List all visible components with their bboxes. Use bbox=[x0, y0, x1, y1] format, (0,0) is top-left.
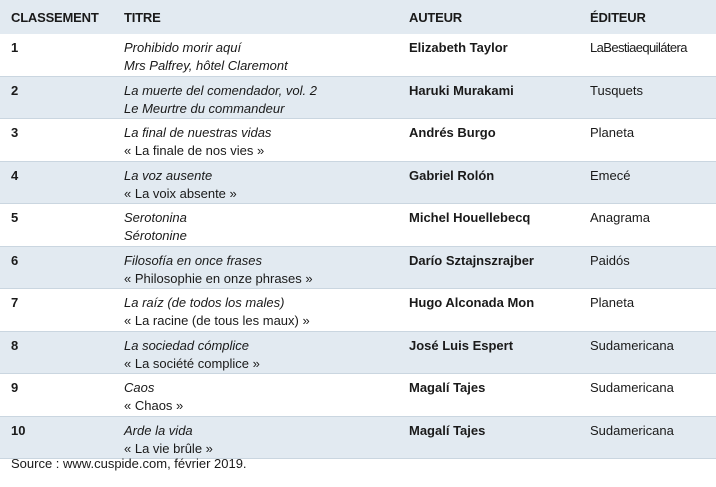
row-title bbox=[124, 247, 409, 289]
row-author: Gabriel Rolón bbox=[409, 167, 495, 183]
title-spanish: Arde la vida bbox=[124, 422, 193, 438]
header-publisher: ÉDITEUR bbox=[590, 9, 646, 25]
row-rank: 5 bbox=[11, 210, 19, 225]
title-french: « La vie brûle » bbox=[124, 440, 213, 456]
row-rank: 7 bbox=[11, 295, 19, 310]
row-publisher: Sudamericana bbox=[590, 380, 674, 395]
row-author: Magalí Tajes bbox=[409, 422, 486, 438]
table-row bbox=[0, 374, 716, 417]
title-french: « La finale de nos vies » bbox=[124, 143, 265, 158]
row-title bbox=[124, 374, 409, 416]
table-row bbox=[0, 204, 716, 247]
row-rank: 9 bbox=[11, 380, 19, 395]
row-author: Darío Sztajnszrajber bbox=[409, 252, 534, 268]
row-publisher: Sudamericana bbox=[590, 337, 674, 353]
title-spanish: Prohibido morir aquí bbox=[124, 40, 242, 55]
table-row bbox=[0, 119, 716, 162]
row-title bbox=[124, 332, 409, 374]
title-french: Mrs Palfrey, hôtel Claremont bbox=[124, 58, 288, 73]
title-spanish: Filosofía en once frases bbox=[124, 252, 263, 268]
title-spanish: La raíz (de todos los males) bbox=[124, 295, 285, 310]
header-title: TITRE bbox=[124, 9, 161, 25]
row-author: Haruki Murakami bbox=[409, 82, 514, 98]
row-publisher: Planeta bbox=[590, 295, 635, 310]
title-spanish: La final de nuestras vidas bbox=[124, 125, 272, 140]
table-row bbox=[0, 162, 716, 205]
row-author: Michel Houellebecq bbox=[409, 210, 531, 225]
table-row bbox=[0, 417, 716, 460]
title-french: « La société complice » bbox=[124, 355, 260, 371]
table-row bbox=[0, 77, 716, 120]
row-author: José Luis Espert bbox=[409, 337, 514, 353]
header-author: AUTEUR bbox=[409, 9, 462, 25]
source-note: Source : www.cuspide.com, février 2019. bbox=[11, 456, 247, 471]
row-publisher: Tusquets bbox=[590, 82, 643, 98]
row-publisher: Emecé bbox=[590, 167, 631, 183]
title-french: Sérotonine bbox=[124, 228, 187, 243]
row-title bbox=[124, 77, 409, 119]
row-rank: 10 bbox=[11, 422, 26, 438]
row-title bbox=[124, 417, 409, 459]
table-row bbox=[0, 332, 716, 375]
title-spanish: La sociedad cómplice bbox=[124, 337, 250, 353]
row-title bbox=[124, 119, 409, 161]
row-rank: 1 bbox=[11, 40, 19, 55]
row-author: Hugo Alconada Mon bbox=[409, 295, 535, 310]
table-row bbox=[0, 247, 716, 290]
row-publisher: Anagrama bbox=[590, 210, 650, 225]
row-publisher: Paidós bbox=[590, 252, 630, 268]
row-title bbox=[124, 204, 409, 246]
title-french: « La racine (de tous les maux) » bbox=[124, 313, 310, 328]
row-rank: 8 bbox=[11, 337, 19, 353]
table-row bbox=[0, 34, 716, 77]
row-title bbox=[124, 289, 409, 331]
row-title bbox=[124, 34, 409, 76]
row-author: Elizabeth Taylor bbox=[409, 40, 508, 55]
row-publisher: LaBestiaequilátera bbox=[590, 40, 687, 55]
table-header bbox=[0, 0, 716, 34]
row-author: Andrés Burgo bbox=[409, 125, 496, 140]
header-rank: CLASSEMENT bbox=[11, 9, 99, 25]
title-spanish: Caos bbox=[124, 380, 155, 395]
table-row bbox=[0, 289, 716, 332]
title-french: « La voix absente » bbox=[124, 185, 237, 201]
title-spanish: Serotonina bbox=[124, 210, 187, 225]
title-spanish: La muerte del comendador, vol. 2 bbox=[124, 82, 317, 98]
row-rank: 2 bbox=[11, 82, 19, 98]
row-rank: 6 bbox=[11, 252, 19, 268]
title-french: « Philosophie en onze phrases » bbox=[124, 270, 313, 286]
row-title bbox=[124, 162, 409, 204]
row-rank: 3 bbox=[11, 125, 19, 140]
row-publisher: Sudamericana bbox=[590, 422, 674, 438]
row-author: Magalí Tajes bbox=[409, 380, 486, 395]
title-spanish: La voz ausente bbox=[124, 167, 213, 183]
row-rank: 4 bbox=[11, 167, 19, 183]
title-french: Le Meurtre du commandeur bbox=[124, 100, 285, 116]
title-french: « Chaos » bbox=[124, 398, 184, 413]
row-publisher: Planeta bbox=[590, 125, 635, 140]
